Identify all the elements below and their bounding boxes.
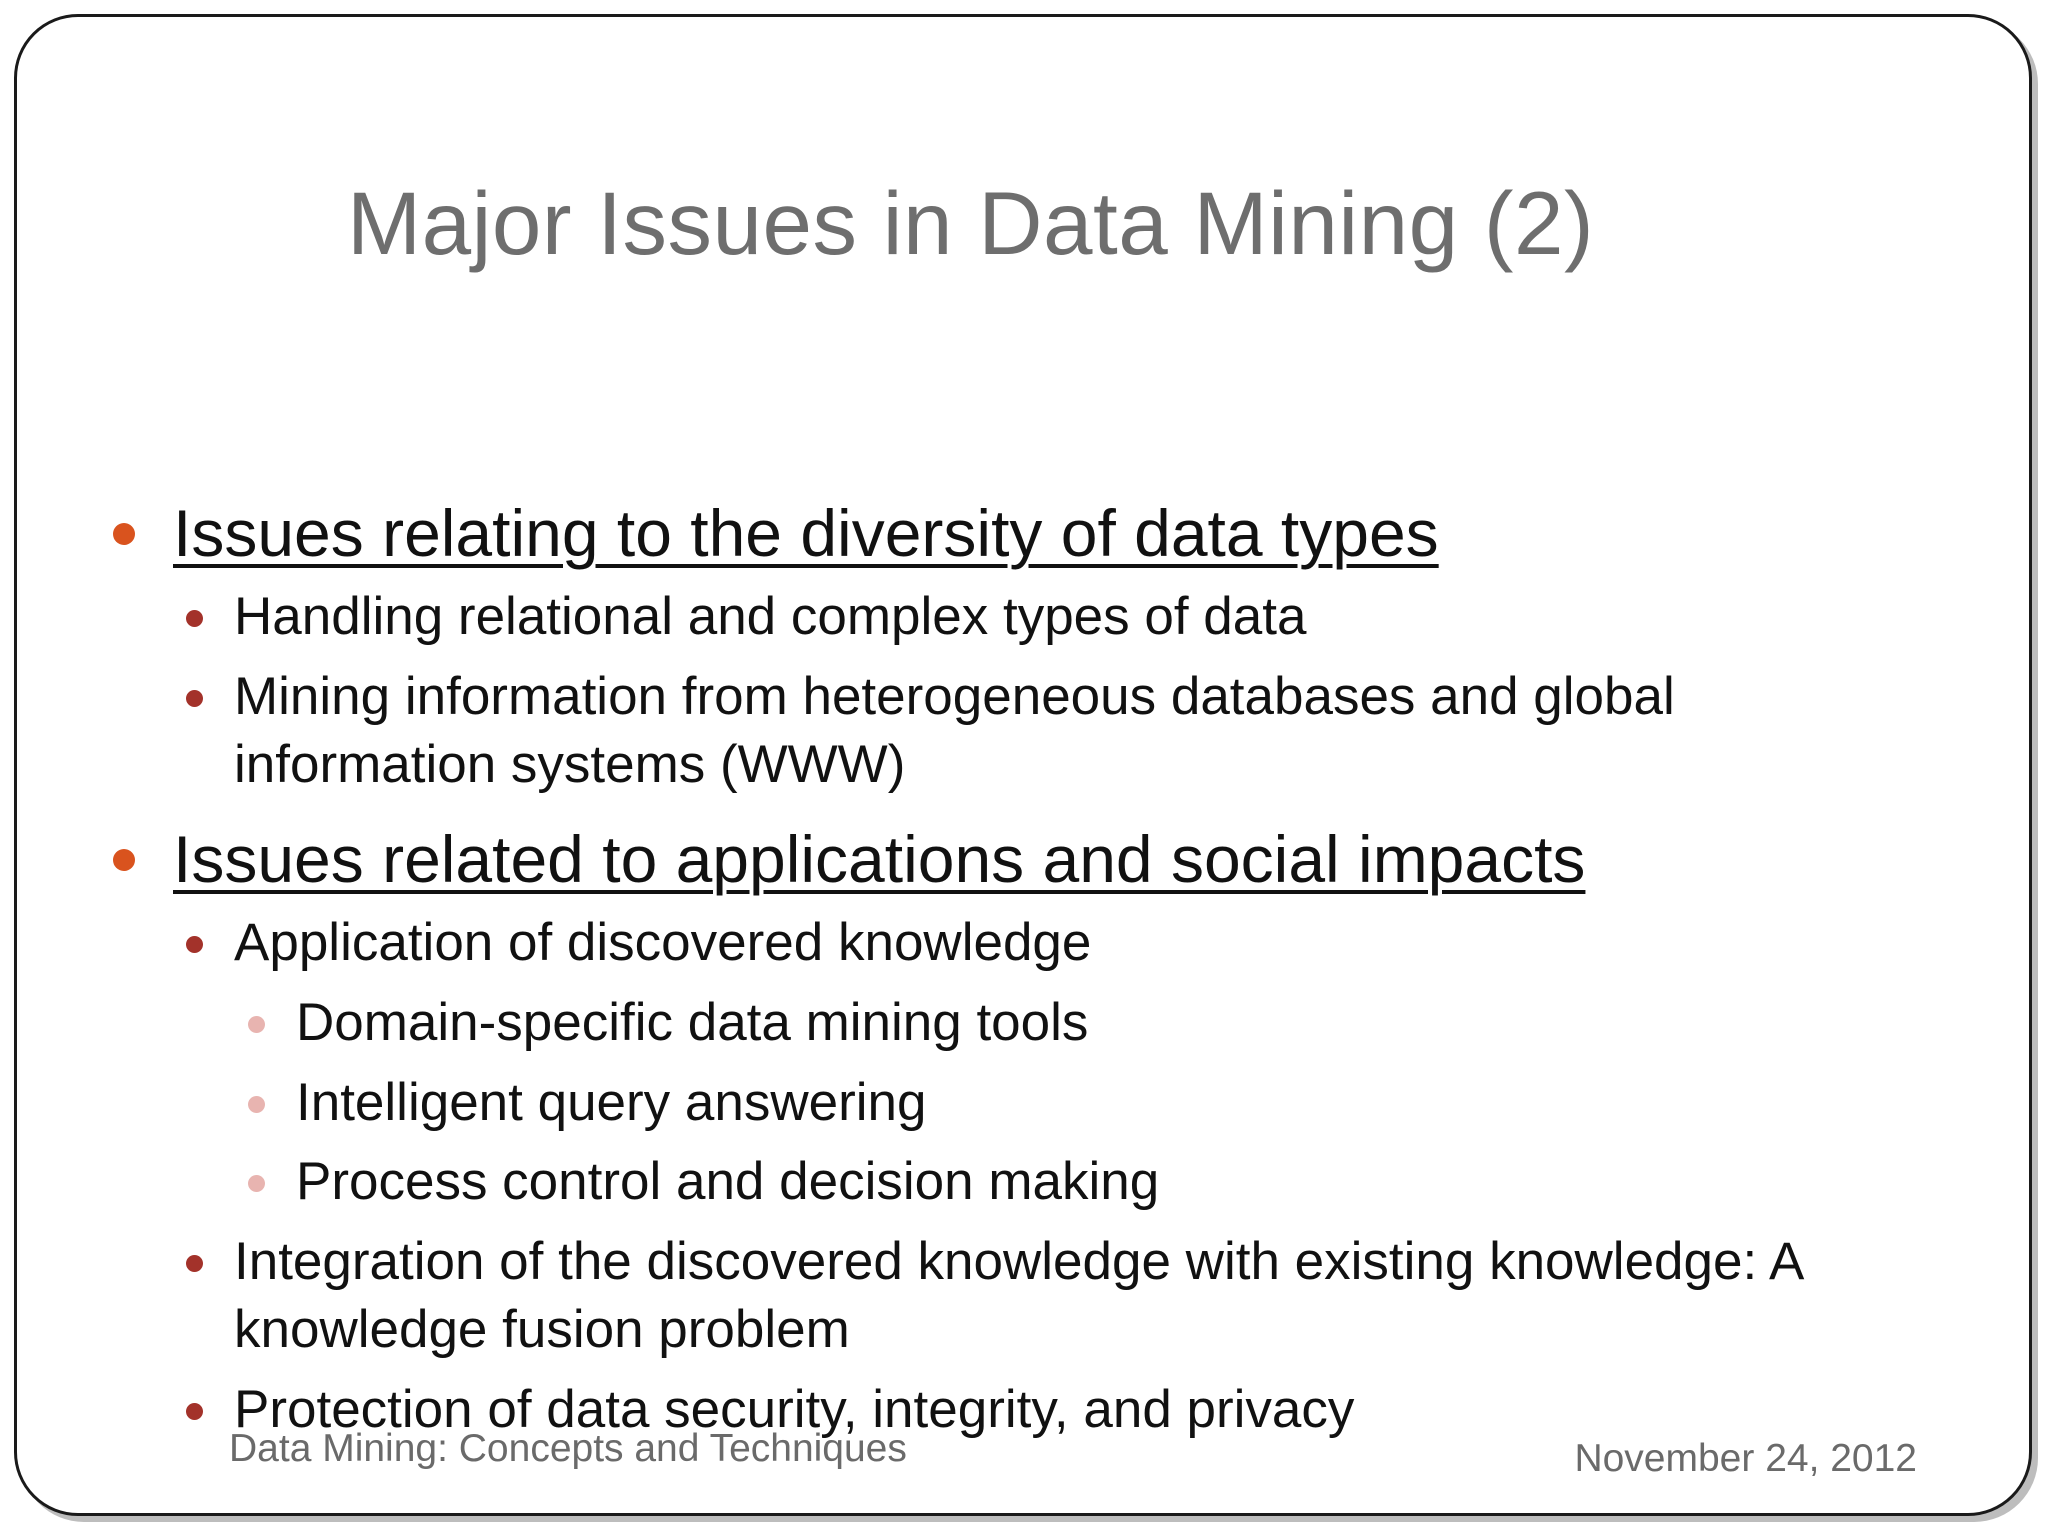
list-item-text: information systems (WWW) — [234, 735, 906, 794]
section-heading-text: Issues relating to the diversity of data types — [173, 496, 1439, 570]
list-item — [234, 1228, 1804, 1296]
list-item-continuation — [234, 731, 905, 799]
list-item-text: Integration of the discovered knowledge with existing knowledge: A — [234, 1232, 1805, 1291]
bullet-dot — [248, 1175, 265, 1192]
bullet-list — [17, 17, 2029, 1513]
bullet-dot — [113, 523, 135, 545]
bullet-dot — [248, 1096, 265, 1113]
slide-title: Major Issues in Data Mining (2) — [347, 173, 1595, 273]
list-item — [234, 663, 1675, 731]
sub-list-item-text: Intelligent query answering — [296, 1073, 927, 1132]
sub-list-item-text: Process control and decision making — [296, 1152, 1160, 1211]
bullet-dot — [186, 1403, 203, 1420]
sub-list-item — [296, 989, 1088, 1057]
footer-date: November 24, 2012 — [1574, 1437, 1917, 1480]
slide-frame — [14, 14, 2032, 1516]
bullet-dot — [186, 1255, 203, 1272]
list-item-text: Handling relational and complex types of data — [234, 587, 1307, 646]
list-item — [234, 583, 1306, 651]
footer-source: Data Mining: Concepts and Techniques — [229, 1427, 907, 1470]
bullet-dot — [186, 610, 203, 627]
list-item-continuation — [234, 1296, 850, 1364]
list-item-text: Mining information from heterogeneous databases and global — [234, 667, 1675, 726]
bullet-dot — [186, 690, 203, 707]
bullet-dot — [113, 849, 135, 871]
list-item-text: Application of discovered knowledge — [234, 913, 1092, 972]
sub-list-item — [296, 1069, 927, 1137]
section-heading-data-types — [173, 495, 1439, 571]
sub-list-item — [296, 1148, 1159, 1216]
sub-list-item-text: Domain-specific data mining tools — [296, 993, 1089, 1052]
bullet-dot — [248, 1016, 265, 1033]
bullet-dot — [186, 936, 203, 953]
list-item-text: Protection of data security, integrity, and privacy — [234, 1380, 1355, 1439]
section-heading-text: Issues related to applications and social impacts — [173, 822, 1586, 896]
section-heading-applications — [173, 821, 1585, 897]
list-item — [234, 909, 1091, 977]
list-item-text: knowledge fusion problem — [234, 1300, 850, 1359]
